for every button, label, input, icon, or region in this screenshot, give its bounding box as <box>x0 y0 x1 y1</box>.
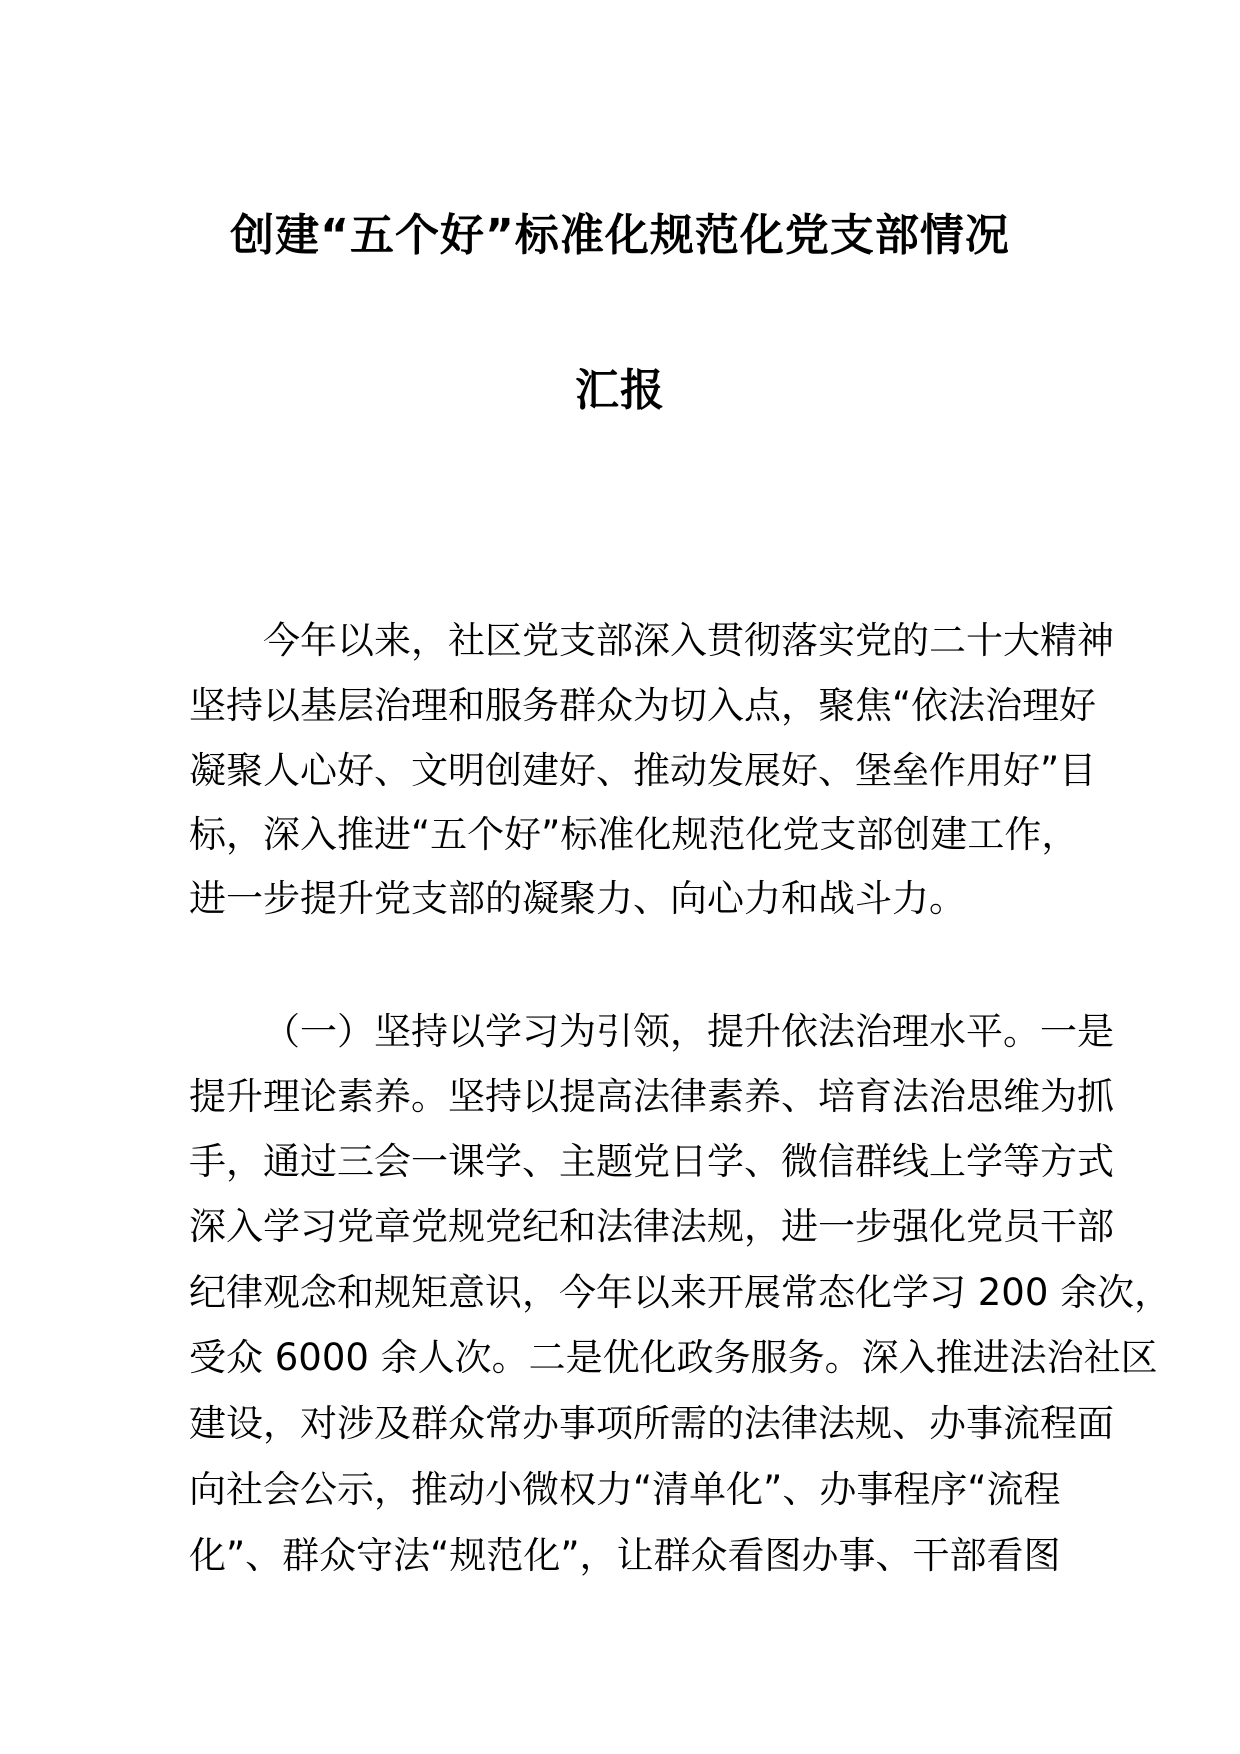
document-title-line-1: 创建“五个好”标准化规范化党支部情况 <box>230 210 1010 261</box>
paragraph-line: 手，通过三会一课学、主题党日学、微信群线上学等方式 <box>189 1140 1114 1183</box>
paragraph-line: 坚持以基层治理和服务群众为切入点，聚焦“依法治理好 <box>189 684 1097 727</box>
paragraph-line: 标，深入推进“五个好”标准化规范化党支部创建工作， <box>189 813 1079 856</box>
paragraph-line: 受众 6000 余人次。二是优化政务服务。深入推进法治社区 <box>189 1336 1158 1379</box>
paragraph-line: 纪律观念和规矩意识，今年以来开展常态化学习 200 余次， <box>189 1271 1172 1314</box>
paragraph-line: 向社会公示，推动小微权力“清单化”、办事程序“流程 <box>189 1468 1061 1511</box>
paragraph-line: （一）坚持以学习为引领，提升依法治理水平。一是 <box>263 1010 1114 1053</box>
paragraph-line: 进一步提升党支部的凝聚力、向心力和战斗力。 <box>189 877 966 920</box>
paragraph-line: 建设，对涉及群众常办事项所需的法律法规、办事流程面 <box>189 1402 1114 1445</box>
paragraph-line: 深入学习党章党规党纪和法律法规，进一步强化党员干部 <box>189 1205 1114 1248</box>
paragraph-line: 今年以来，社区党支部深入贯彻落实党的二十大精神 <box>263 619 1114 662</box>
document-title-line-2: 汇报 <box>575 365 665 416</box>
paragraph-line: 凝聚人心好、文明创建好、推动发展好、堡垒作用好”目 <box>189 749 1097 792</box>
paragraph-line: 提升理论素养。坚持以提高法律素养、培育法治思维为抓 <box>189 1075 1114 1118</box>
paragraph-line: 化”、群众守法“规范化”，让群众看图办事、干部看图 <box>189 1534 1061 1577</box>
